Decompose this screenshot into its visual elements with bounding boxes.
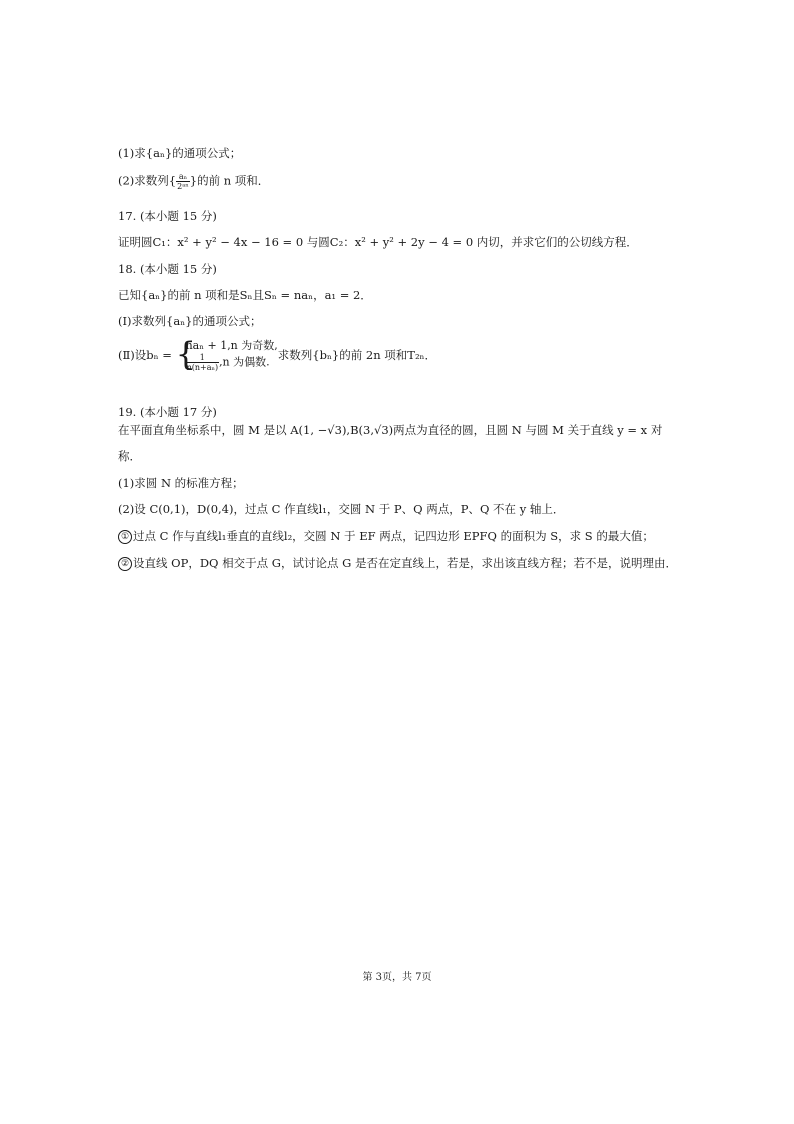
q18-heading: 18. (本小题 15 分) [118,262,217,276]
circled-one-marker: ① [118,530,132,544]
q19-heading: 19. (本小题 17 分) [118,405,217,419]
q16-fraction-numerator: aₙ [176,172,190,182]
q18-case1: naₙ + 1,n 为奇数, [185,339,278,352]
q19-text-line1: 在平面直角坐标系中，圆 M 是以 A(1, −√3),B(3,√3)两点为直径的圆，且圆 N 与圆 M 关于直线 y = x 对 [118,423,663,437]
q19-part1: (1)求圆 N 的标准方程； [118,476,244,490]
q18-part1: (Ⅰ)求数列{aₙ}的通项公式； [118,314,262,328]
q19-sub1 [118,528,654,544]
q18-part2-prefix: (Ⅱ)设bₙ = [118,348,176,362]
q19-part2: (2)设 C(0,1)，D(0,4)，过点 C 作直线l₁，交圆 N 于 P、Q 两点，P、Q 不在 y 轴上． [118,502,565,516]
q16-fraction [176,172,190,191]
q19-sub2-text: 设直线 OP，DQ 相交于点 G，试讨论点 G 是否在定直线上，若是，求出该直线方程；若不是，说明理由． [133,556,677,570]
q19-sub2 [118,555,677,571]
q18-part2-suffix: 求数列{bₙ}的前 2n 项和T₂ₙ． [277,348,437,362]
q16-part1: (1)求{aₙ}的通项公式； [118,146,242,160]
q18-case2-suffix: ,n 为偶数. [219,355,270,369]
q19-sub1-text: 过点 C 作与直线l₁垂直的直线l₂，交圆 N 于 EF 两点，记四边形 EPFQ 的面积为 S，求 S 的最大值； [133,529,654,543]
q18-piecewise [175,335,278,373]
q16-part2 [118,172,269,191]
q19-text-line2: 称． [118,449,141,463]
q17-text: 证明圆C₁：x² + y² − 4x − 16 = 0 与圆C₂：x² + y² + 2y − 4 = 0 内切，并求它们的公切线方程． [118,235,638,249]
page-footer: 第 3页，共 7页 [362,972,432,983]
q18-case2 [186,353,278,372]
q16-fraction-denominator: 2ᵃⁿ [177,182,189,191]
q18-case2-denominator: n(n+aₙ) [186,363,219,372]
q17-heading: 17. (本小题 15 分) [118,209,217,223]
q16-part2-suffix: }的前 n 项和． [189,173,270,188]
q18-part2 [118,335,437,373]
q16-part2-prefix: (2)求数列{ [118,173,177,188]
q18-text: 已知{aₙ}的前 n 项和是Sₙ且Sₙ = naₙ，a₁ = 2． [118,288,372,302]
q18-case2-numerator: 1 [186,353,219,363]
circled-two-marker: ② [118,557,132,571]
piecewise-brace: { [175,335,196,373]
